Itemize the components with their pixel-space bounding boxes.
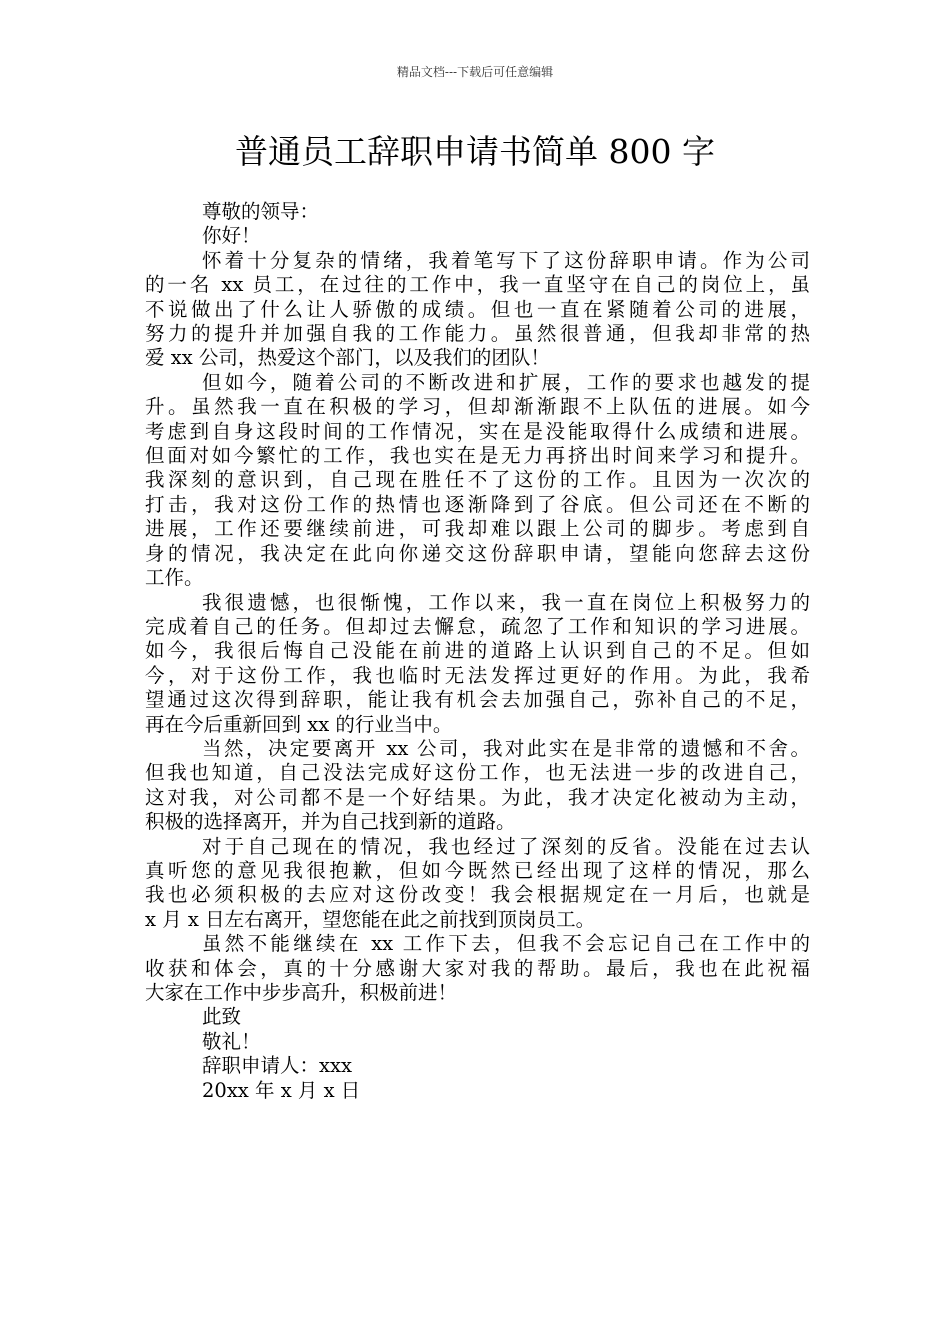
paragraph-line: 虽然不能继续在 xx 工作下去，但我不会忘记自己在工作中的: [202, 932, 810, 956]
paragraph-line: 不说做出了什么让人骄傲的成绩。但也一直在紧随着公司的进展，: [145, 297, 810, 321]
paragraph-line: 望通过这次得到辞职，能让我有机会去加强自己，弥补自己的不足，: [145, 688, 810, 712]
paragraph-line: 收获和体会，真的十分感谢大家对我的帮助。最后，我也在此祝福: [145, 956, 810, 980]
signature: 辞职申请人：xxx: [202, 1054, 352, 1078]
paragraph-line: 身的情况，我决定在此向你递交这份辞职申请，望能向您辞去这份: [145, 541, 810, 565]
paragraph-line: 积极的选择离开，并为自己找到新的道路。: [145, 810, 516, 834]
paragraph-line: 进展，工作还要继续前进，可我却难以跟上公司的脚步。考虑到自: [145, 517, 810, 541]
paragraph-line: 当然，决定要离开 xx 公司，我对此实在是非常的遗憾和不舍。: [202, 736, 810, 760]
letter-body: [145, 200, 810, 1103]
paragraph-line: 今，对于这份工作，我也临时无法发挥过更好的作用。为此，我希: [145, 663, 810, 687]
paragraph-line: 工作。: [145, 566, 204, 590]
paragraph-line: 完成着自己的任务。但却过去懈怠，疏忽了工作和知识的学习进展。: [145, 614, 810, 638]
paragraph-line: 怀着十分复杂的情绪，我着笔写下了这份辞职申请。作为公司: [202, 248, 810, 272]
closing-regards: 敬礼！: [202, 1029, 261, 1053]
paragraph: [145, 737, 810, 835]
paragraph: [145, 835, 810, 933]
paragraph-line: 我很遗憾，也很惭愧，工作以来，我一直在岗位上积极努力的: [202, 590, 810, 614]
paragraph-line: x 月 x 日左右离开，望您能在此之前找到顶岗员工。: [145, 907, 596, 931]
paragraph-line: 但如今，随着公司的不断改进和扩展，工作的要求也越发的提: [202, 370, 810, 394]
letter-paragraphs: [145, 249, 810, 1006]
paragraph-line: 的一名 xx 员工，在过往的工作中，我一直坚守在自己的岗位上，虽: [145, 273, 810, 297]
paragraph-line: 大家在工作中步步高升，积极前进！: [145, 981, 458, 1004]
paragraph-line: 如今，我很后悔自己没能在前进的道路上认识到自己的不足。但如: [145, 639, 810, 663]
paragraph-line: 真听您的意见我很抱歉，但如今既然已经出现了这样的情况，那么: [145, 858, 810, 882]
paragraph-line: 但我也知道，自己没法完成好这份工作，也无法进一步的改进自己，: [145, 761, 810, 785]
paragraph-line: 再在今后重新回到 xx 的行业当中。: [145, 712, 453, 736]
closing-phrase: 此致: [202, 1005, 242, 1029]
date: 20xx 年 x 月 x 日: [202, 1078, 361, 1102]
paragraph-line: 努力的提升并加强自我的工作能力。虽然很普通，但我却非常的热: [145, 322, 810, 346]
document-title: 普通员工辞职申请书简单 800 字: [235, 132, 715, 171]
paragraph-line: 考虑到自身这段时间的工作情况，实在是没能取得什么成绩和进展。: [145, 419, 810, 443]
paragraph-line: 打击，我对这份工作的热情也逐渐降到了谷底。但公司还在不断的: [145, 492, 810, 516]
paragraph: [145, 591, 810, 737]
header-note: 精品文档---下载后可任意编辑: [396, 65, 554, 79]
paragraph: [145, 249, 810, 371]
greeting: 你好！: [202, 224, 261, 248]
salutation: 尊敬的领导：: [202, 200, 320, 223]
paragraph-line: 我也必须积极的去应对这份改变！我会根据规定在一月后，也就是: [145, 883, 810, 907]
paragraph-line: 我深刻的意识到，自己现在胜任不了这份的工作。且因为一次次的: [145, 468, 810, 492]
paragraph: [145, 371, 810, 591]
paragraph-line: 升。虽然我一直在积极的学习，但却渐渐跟不上队伍的进展。如今: [145, 395, 810, 419]
paragraph-line: 这对我，对公司都不是一个好结果。为此，我才决定化被动为主动，: [145, 785, 810, 809]
paragraph-line: 爱 xx 公司，热爱这个部门，以及我们的团队！: [145, 346, 550, 370]
paragraph-line: 对于自己现在的情况，我也经过了深刻的反省。没能在过去认: [202, 834, 810, 858]
paragraph: [145, 932, 810, 1005]
paragraph-line: 但面对如今繁忙的工作，我也实在是无力再挤出时间来学习和提升。: [145, 444, 810, 468]
